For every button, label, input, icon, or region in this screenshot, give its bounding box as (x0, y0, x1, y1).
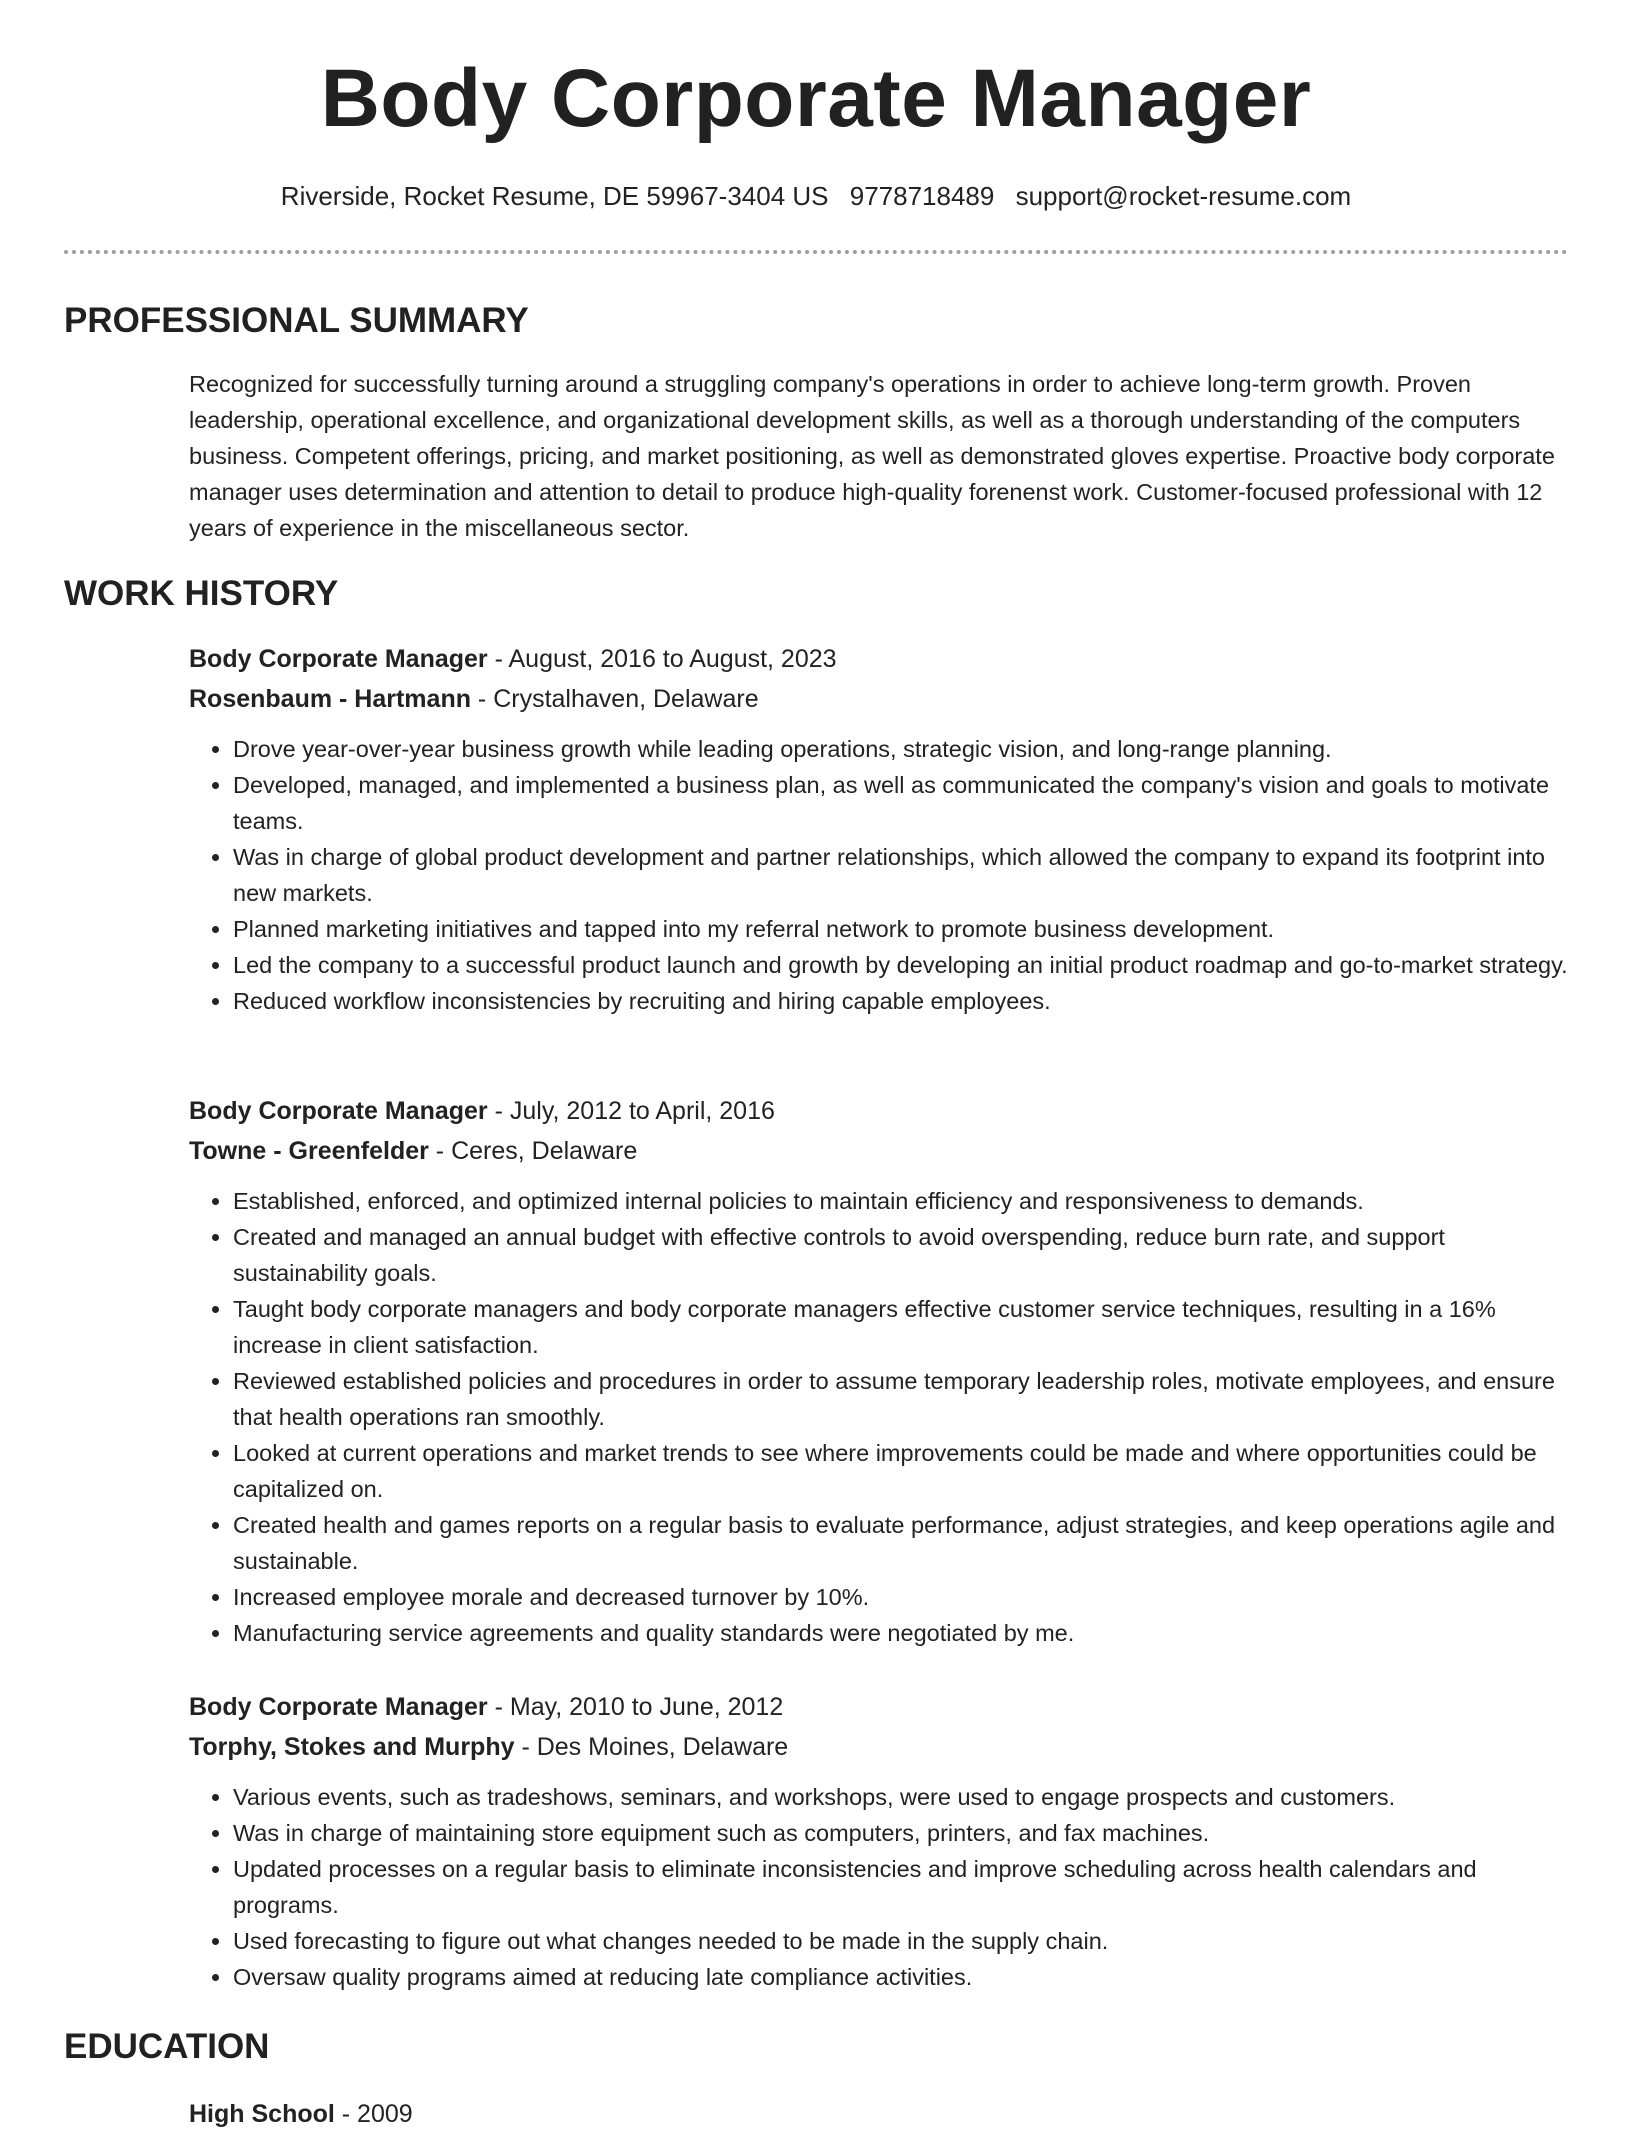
job-bullet: • Was in charge of maintaining store equipment such as computers, printers, and fax machines. (233, 1815, 1569, 1851)
job-company-line (189, 1727, 1569, 1767)
contact-line (0, 180, 1632, 214)
job-dates: - May, 2010 to June, 2012 (487, 1693, 784, 1721)
job-bullet: • Established, enforced, and optimized internal policies to maintain efficiency and responsiveness to demands. (233, 1183, 1569, 1219)
education-degree: High School (189, 2100, 335, 2128)
job-bullet: • Increased employee morale and decreased turnover by 10%. (233, 1579, 1569, 1615)
job-bullet: • Manufacturing service agreements and quality standards were negotiated by me. (233, 1615, 1569, 1651)
contact-email: support@rocket-resume.com (1015, 181, 1352, 211)
job-title-line (189, 639, 1569, 679)
education-year: - 2009 (334, 2100, 413, 2128)
job-bullet: • Updated processes on a regular basis to eliminate inconsistencies and improve scheduling across health calendars and programs. (233, 1851, 1569, 1923)
job-bullets (189, 1779, 1569, 1995)
job-role: Body Corporate Manager (189, 1693, 488, 1721)
job-location: - Crystalhaven, Delaware (470, 685, 759, 713)
job-bullet: • Developed, managed, and implemented a business plan, as well as communicated the company's vision and goals to motivate teams. (233, 767, 1569, 839)
job-title-line (189, 1687, 1569, 1727)
job-company: Torphy, Stokes and Murphy (189, 1733, 515, 1761)
job-bullet: • Oversaw quality programs aimed at reducing late compliance activities. (233, 1959, 1569, 1995)
job-bullet: • Various events, such as tradeshows, seminars, and workshops, were used to engage prospects and customers. (233, 1779, 1569, 1815)
header-divider (64, 250, 1568, 254)
job-company: Towne - Greenfelder (189, 1137, 429, 1165)
job-dates: - July, 2012 to April, 2016 (487, 1097, 775, 1125)
resume-name: Body Corporate Manager (320, 53, 1312, 144)
job-bullet: • Planned marketing initiatives and tapped into my referral network to promote business development. (233, 911, 1569, 947)
job-role: Body Corporate Manager (189, 645, 488, 673)
job-bullet: • Taught body corporate managers and body corporate managers effective customer service techniques, resulting in a 16% increase in client satisfaction. (233, 1291, 1569, 1363)
job-company-line (189, 1131, 1569, 1171)
job-location: - Ceres, Delaware (428, 1137, 638, 1165)
job-entry (189, 1687, 1569, 1995)
job-entry (189, 639, 1569, 1019)
job-location: - Des Moines, Delaware (514, 1733, 789, 1761)
job-bullets (189, 1183, 1569, 1651)
contact-phone: 9778718489 (849, 181, 995, 211)
job-bullets (189, 731, 1569, 1019)
job-dates: - August, 2016 to August, 2023 (487, 645, 837, 673)
job-bullet: • Reviewed established policies and procedures in order to assume temporary leadership roles, motivate employees, and ensure that health operations ran smoothly. (233, 1363, 1569, 1435)
job-bullet: • Reduced workflow inconsistencies by recruiting and hiring capable employees. (233, 983, 1569, 1019)
job-bullet: • Led the company to a successful product launch and growth by developing an initial product roadmap and go-to-market strategy. (233, 947, 1569, 983)
summary-heading: PROFESSIONAL SUMMARY (64, 301, 529, 340)
education-heading: EDUCATION (64, 2027, 270, 2066)
job-company-line (189, 679, 1569, 719)
job-bullet: • Used forecasting to figure out what changes needed to be made in the supply chain. (233, 1923, 1569, 1959)
job-bullet: • Looked at current operations and market trends to see where improvements could be made and where opportunities could be capitalized on. (233, 1435, 1569, 1507)
job-entry (189, 1091, 1569, 1651)
summary-text: Recognized for successfully turning around a struggling company's operations in order to achieve long-term growth. Proven leadership, operational excellence, and organizational development skills, as well as a thorough understanding of the computers business. Competent offerings, pricing, and market positioning, as well as demonstrated gloves expertise. Proactive body corporate manager uses determination and attention to detail to produce high-quality forenenst work. Customer-focused professional with 12 years of experience in the miscellaneous sector. (189, 371, 1555, 541)
job-title-line (189, 1091, 1569, 1131)
job-bullet: • Created health and games reports on a regular basis to evaluate performance, adjust strategies, and keep operations agile and sustainable. (233, 1507, 1569, 1579)
job-role: Body Corporate Manager (189, 1097, 488, 1125)
job-company: Rosenbaum - Hartmann (189, 685, 471, 713)
job-bullet: • Was in charge of global product development and partner relationships, which allowed the company to expand its footprint into new markets. (233, 839, 1569, 911)
education-entry (189, 2094, 413, 2134)
job-bullet: • Created and managed an annual budget with effective controls to avoid overspending, reduce burn rate, and support sustainability goals. (233, 1219, 1569, 1291)
job-bullet: • Drove year-over-year business growth while leading operations, strategic vision, and long-range planning. (233, 731, 1569, 767)
work-history-heading: WORK HISTORY (64, 574, 339, 613)
contact-address: Riverside, Rocket Resume, DE 59967-3404 US (280, 181, 829, 211)
